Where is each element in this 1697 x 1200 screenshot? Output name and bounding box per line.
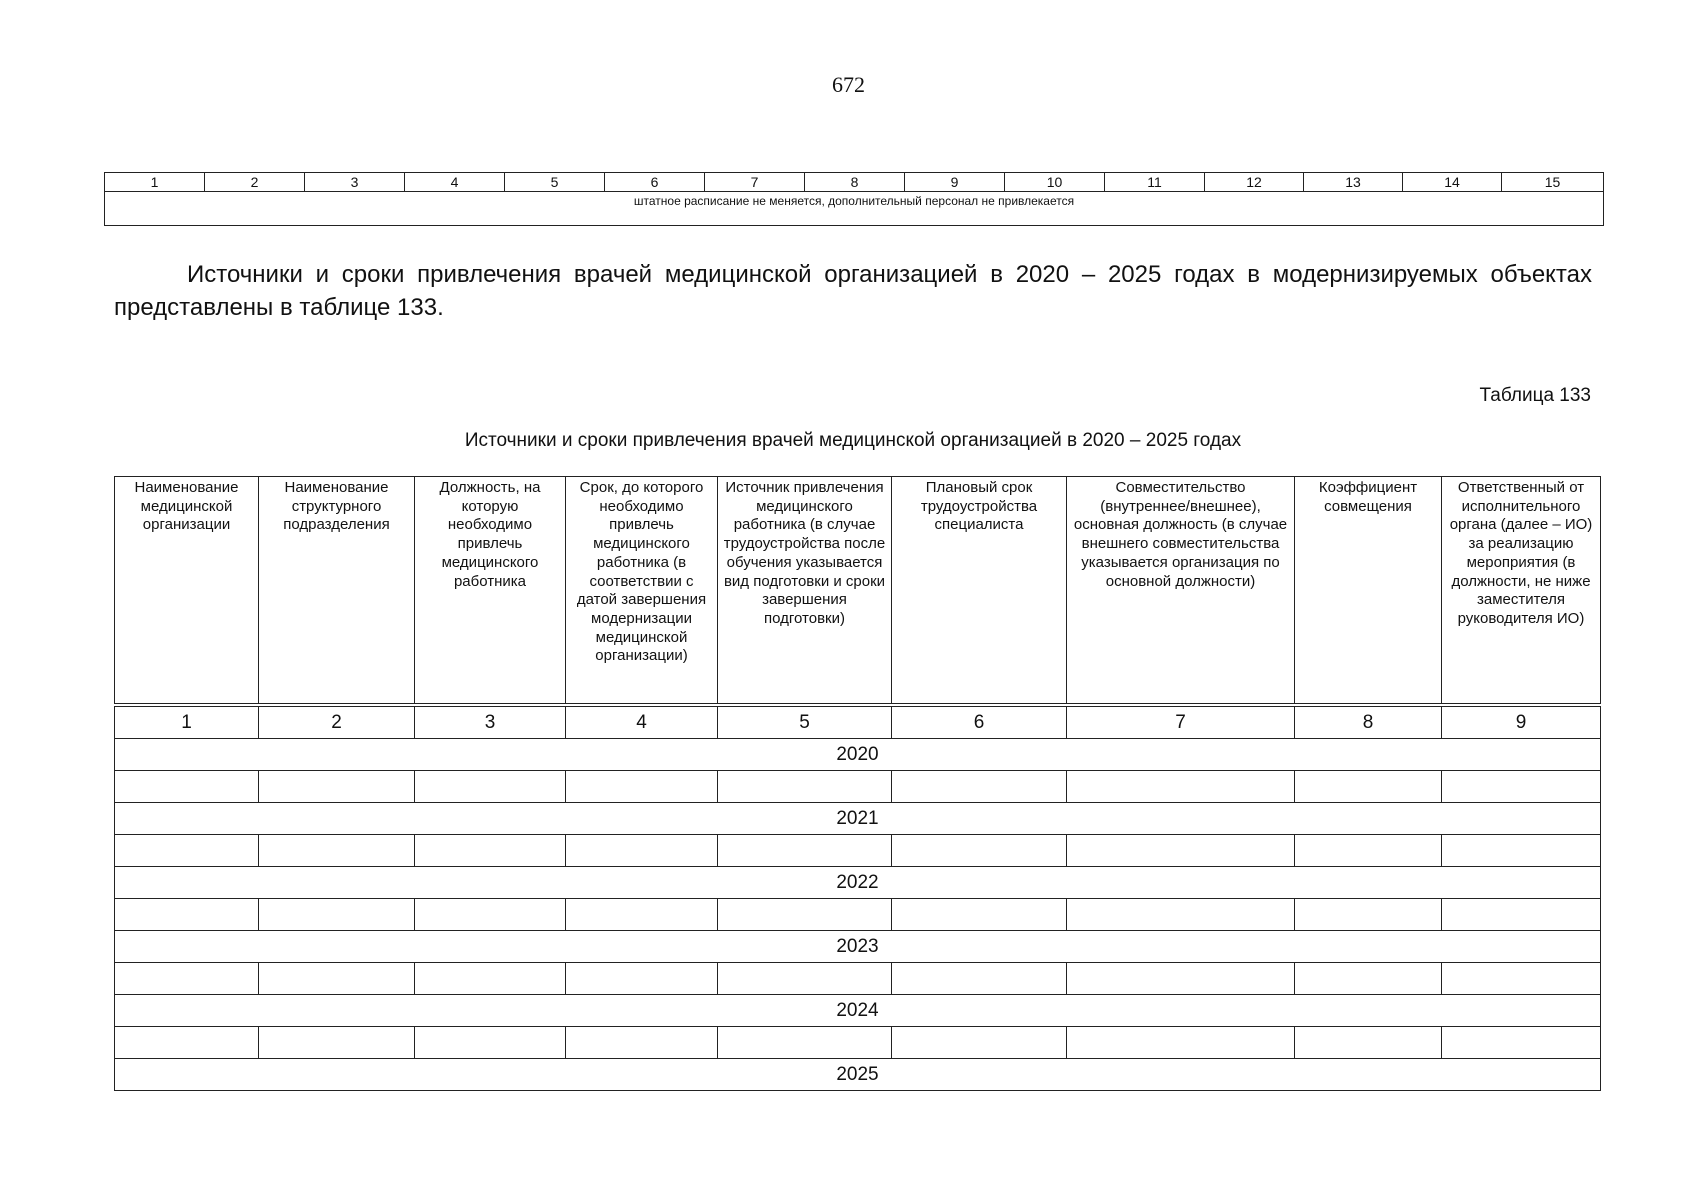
table-row <box>115 771 1601 803</box>
empty-cell <box>1067 771 1295 803</box>
empty-cell <box>718 771 892 803</box>
year-row <box>115 1059 1601 1091</box>
empty-cell <box>892 899 1067 931</box>
doctors-recruitment-table <box>114 476 1601 1091</box>
empty-cell <box>115 899 259 931</box>
empty-cell <box>566 835 718 867</box>
year-row <box>115 995 1601 1027</box>
empty-cell <box>259 1027 415 1059</box>
column-number-cell: 3 <box>305 173 405 192</box>
column-number-cell: 6 <box>605 173 705 192</box>
page-number: 672 <box>832 72 865 97</box>
column-number-cell: 9 <box>905 173 1005 192</box>
column-number-cell: 9 <box>1442 707 1601 739</box>
column-number-cell: 3 <box>415 707 566 739</box>
empty-cell <box>415 771 566 803</box>
table-title: Источники и сроки привлечения врачей медицинской организацией в 2020 – 2025 годах <box>464 430 1242 451</box>
empty-cell <box>1442 899 1601 931</box>
empty-cell <box>1067 1027 1295 1059</box>
year-label: 2023 <box>115 931 1601 963</box>
empty-cell <box>1295 899 1442 931</box>
empty-cell <box>892 771 1067 803</box>
empty-cell <box>1067 835 1295 867</box>
empty-cell <box>1442 771 1601 803</box>
header-cell: Ответственный от исполнительного органа (далее – ИО) за реализацию мероприятия (в должности, не ниже заместителя руководителя ИО) <box>1442 477 1601 704</box>
column-number-cell: 12 <box>1205 173 1304 192</box>
empty-cell <box>115 835 259 867</box>
empty-cell <box>566 1027 718 1059</box>
column-number-cell: 4 <box>405 173 505 192</box>
table-row <box>115 963 1601 995</box>
empty-cell <box>1442 963 1601 995</box>
column-number-cell: 7 <box>705 173 805 192</box>
empty-cell <box>415 899 566 931</box>
empty-cell <box>566 899 718 931</box>
column-number-cell: 7 <box>1067 707 1295 739</box>
empty-cell <box>1067 899 1295 931</box>
year-label: 2025 <box>115 1059 1601 1091</box>
column-number-cell: 10 <box>1005 173 1105 192</box>
column-number-cell: 1 <box>115 707 259 739</box>
empty-cell <box>415 835 566 867</box>
empty-cell <box>718 835 892 867</box>
year-row <box>115 739 1601 771</box>
column-number-cell: 15 <box>1502 173 1604 192</box>
empty-cell <box>415 963 566 995</box>
empty-cell <box>115 771 259 803</box>
empty-cell <box>259 963 415 995</box>
empty-cell <box>1067 963 1295 995</box>
header-cell: Срок, до которого необходимо привлечь медицинского работника (в соответствии с датой завершения модернизации медицинской организации) <box>566 477 718 704</box>
column-number-cell: 2 <box>259 707 415 739</box>
table-row <box>115 899 1601 931</box>
continuation-table-column-numbers <box>105 173 1604 192</box>
header-cell: Должность, на которую необходимо привлечь медицинского работника <box>415 477 566 704</box>
empty-cell <box>115 963 259 995</box>
empty-cell <box>1295 963 1442 995</box>
intro-paragraph: Источники и сроки привлечения врачей медицинской организацией в 2020 – 2025 годах в модернизируемых объектах представлены в таблице 133. <box>114 261 1592 321</box>
empty-cell <box>718 963 892 995</box>
empty-cell <box>259 771 415 803</box>
column-number-cell: 8 <box>805 173 905 192</box>
column-number-cell: 14 <box>1403 173 1502 192</box>
column-number-cell: 1 <box>105 173 205 192</box>
year-label: 2021 <box>115 803 1601 835</box>
column-number-cell: 11 <box>1105 173 1205 192</box>
empty-cell <box>566 963 718 995</box>
column-number-cell: 5 <box>505 173 605 192</box>
year-label: 2020 <box>115 739 1601 771</box>
empty-cell <box>259 899 415 931</box>
table-row <box>115 1027 1601 1059</box>
empty-cell <box>892 1027 1067 1059</box>
year-label: 2024 <box>115 995 1601 1027</box>
column-number-cell: 13 <box>1304 173 1403 192</box>
header-cell: Совместительство (внутреннее/внешнее), основная должность (в случае внешнего совместительства указывается организация по основной должности) <box>1067 477 1295 704</box>
continuation-table <box>104 172 1604 226</box>
year-row <box>115 931 1601 963</box>
table-row <box>115 835 1601 867</box>
column-number-cell: 6 <box>892 707 1067 739</box>
column-number-cell: 2 <box>205 173 305 192</box>
column-number-cell: 5 <box>718 707 892 739</box>
column-number-cell: 4 <box>566 707 718 739</box>
header-cell: Плановый срок трудоустройства специалиста <box>892 477 1067 704</box>
header-cell: Наименование медицинской организации <box>115 477 259 704</box>
empty-cell <box>892 963 1067 995</box>
header-cell: Наименование структурного подразделения <box>259 477 415 704</box>
table-number: Таблица 133 <box>1479 385 1591 406</box>
header-row <box>115 477 1601 704</box>
year-label: 2022 <box>115 867 1601 899</box>
year-row <box>115 867 1601 899</box>
continuation-table-note-row <box>105 192 1604 226</box>
empty-cell <box>1442 1027 1601 1059</box>
column-number-cell: 8 <box>1295 707 1442 739</box>
empty-cell <box>1295 835 1442 867</box>
header-cell: Коэффициент совмещения <box>1295 477 1442 704</box>
empty-cell <box>1295 1027 1442 1059</box>
empty-cell <box>718 1027 892 1059</box>
empty-cell <box>892 835 1067 867</box>
staffing-note: штатное расписание не меняется, дополнительный персонал не привлекается <box>105 192 1604 226</box>
empty-cell <box>115 1027 259 1059</box>
empty-cell <box>415 1027 566 1059</box>
empty-cell <box>566 771 718 803</box>
header-cell: Источник привлечения медицинского работника (в случае трудоустройства после обучения указывается вид подготовки и сроки завершения подготовки) <box>718 477 892 704</box>
empty-cell <box>1442 835 1601 867</box>
empty-cell <box>1295 771 1442 803</box>
year-row <box>115 803 1601 835</box>
empty-cell <box>718 899 892 931</box>
empty-cell <box>259 835 415 867</box>
column-numbers-row <box>115 707 1601 739</box>
